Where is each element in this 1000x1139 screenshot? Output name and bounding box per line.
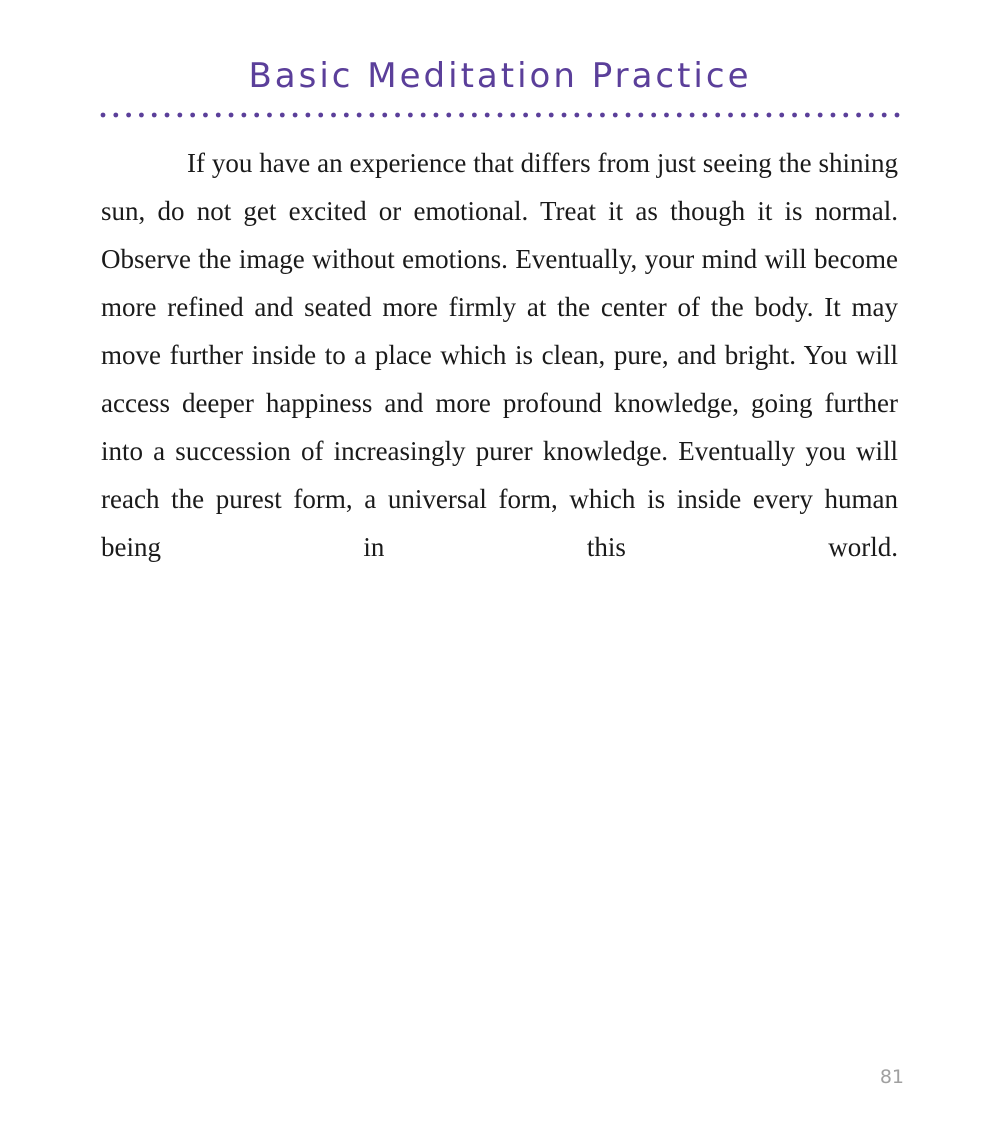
divider-dot <box>792 113 797 118</box>
divider-dot <box>626 113 631 118</box>
divider-dot <box>613 113 618 118</box>
divider-dot <box>190 113 195 118</box>
divider-dot <box>779 113 784 118</box>
divider-dot <box>805 113 810 118</box>
divider-dot <box>831 113 836 118</box>
divider-dot <box>818 113 823 118</box>
divider-dot <box>357 113 362 118</box>
divider-dot <box>549 113 554 118</box>
divider-dot <box>843 113 848 118</box>
divider-dot <box>741 113 746 118</box>
divider-dot <box>856 113 861 118</box>
divider-dot <box>139 113 144 118</box>
divider-dot <box>203 113 208 118</box>
divider-dot <box>562 113 567 118</box>
divider-dot <box>767 113 772 118</box>
divider-dot <box>408 113 413 118</box>
divider-dot <box>446 113 451 118</box>
divider-dot <box>267 113 272 118</box>
divider-dot <box>370 113 375 118</box>
divider-dot <box>331 113 336 118</box>
divider-dot <box>382 113 387 118</box>
body-paragraph: If you have an experience that differs from just seeing the shining sun, do not get excited or emotional. Treat it as though it is normal. Observe the image without emotions. Eventually, your mind will become more refined and seated more firmly at the center of the body. It may move further inside to a place which is clean, pure, and bright. You will access deeper happiness and more profound knowledge, going further into a succession of increasingly purer knowledge. Eventually you will reach the purest form, a universal form, which is inside every human being in this world. <box>101 148 898 562</box>
divider-dot <box>895 113 900 118</box>
divider-dot <box>587 113 592 118</box>
divider-dot <box>101 113 106 118</box>
divider-dot <box>254 113 259 118</box>
divider-dot <box>472 113 477 118</box>
divider-dot <box>165 113 170 118</box>
divider-dot <box>293 113 298 118</box>
divider-dot <box>318 113 323 118</box>
divider-dot <box>574 113 579 118</box>
divider-dot <box>395 113 400 118</box>
divider-dot <box>485 113 490 118</box>
divider-dot <box>177 113 182 118</box>
divider-dot <box>869 113 874 118</box>
divider-dot <box>510 113 515 118</box>
divider-dot <box>434 113 439 118</box>
divider-dot <box>280 113 285 118</box>
divider-dot <box>690 113 695 118</box>
divider-dot <box>882 113 887 118</box>
divider-dot <box>216 113 221 118</box>
divider-dot <box>152 113 157 118</box>
divider-dot <box>677 113 682 118</box>
page-number: 81 <box>879 1066 904 1088</box>
divider-dot <box>241 113 246 118</box>
divider-dot <box>344 113 349 118</box>
divider-dot <box>536 113 541 118</box>
divider-dot <box>728 113 733 118</box>
divider-dot <box>703 113 708 118</box>
divider-dot <box>715 113 720 118</box>
divider-dot <box>421 113 426 118</box>
divider-dot <box>523 113 528 118</box>
dotted-divider <box>100 111 900 119</box>
page-title: Basic Meditation Practice <box>248 56 752 96</box>
divider-dot <box>113 113 118 118</box>
divider-dot <box>638 113 643 118</box>
divider-dot <box>126 113 131 118</box>
divider-dot <box>306 113 311 118</box>
divider-dot <box>600 113 605 118</box>
divider-dot <box>651 113 656 118</box>
divider-dot <box>664 113 669 118</box>
divider-dot <box>229 113 234 118</box>
divider-dot <box>498 113 503 118</box>
divider-dot <box>459 113 464 118</box>
divider-dot <box>754 113 759 118</box>
